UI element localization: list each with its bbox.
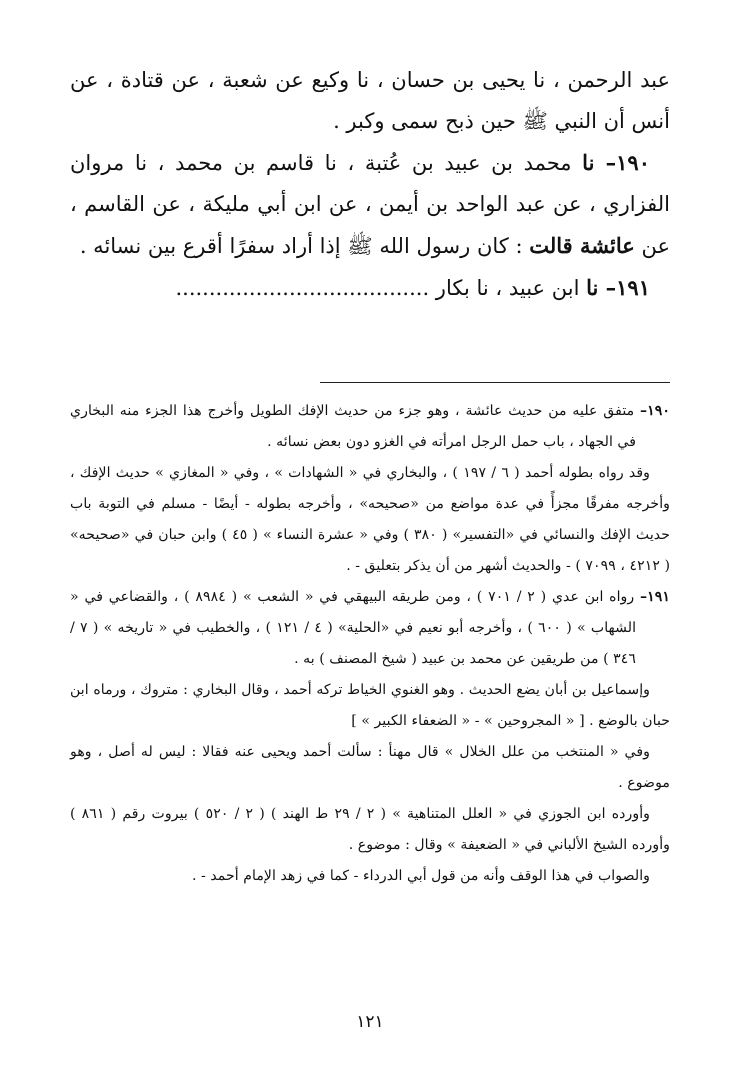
main-text xyxy=(70,60,670,309)
footnote-191 xyxy=(70,582,670,675)
footnote-190-para: وقد رواه بطوله أحمد ( ٦ / ١٩٧ ) ، والبخاري في « الشهادات » ، وفي « المغازي » حديث الإفك ، وأخرجه مفرقًا مجزأً في عدة مواضع من «صحيحه» ، وأخرجه بطوله - أيضًا - مسلم في التوبة باب حديث الإفك والنسائي في «التفسير» ( ٣٨٠ ) وفي « عشرة النساء » ( ٤٥ ) وابن حبان في «صحيحه» ( ٤٢١٢ ، ٧٠٩٩ ) - والحديث أشهر من أن يذكر بتعليق - . xyxy=(70,465,670,574)
hadith-190-chain: محمد بن عبيد بن عُتبة ، نا قاسم بن محمد ، نا مروان الفزاري ، عن عبد الواحد بن أيمن ، عن ابن أبي مليكة ، عن القاسم ، عن xyxy=(70,151,670,258)
hadith-190-number: ١٩٠– نا xyxy=(582,150,650,175)
footnote-190 xyxy=(70,396,670,458)
hadith-191 xyxy=(70,267,670,309)
footnote-191-para-4: وأورده ابن الجوزي في « العلل المتناهية » ( ٢ / ٢٩ ط الهند ) ( ٢ / ٥٢٠ ) بيروت رقم ( ٨٦١ ) وأورده الشيخ الألباني في « الضعيفة » وقال : موضوع . xyxy=(70,806,670,853)
page-number: ١٢١ xyxy=(356,1012,384,1032)
footnote-191-para-3: وفي « المنتخب من علل الخلال » قال مهنأ : سألت أحمد ويحيى عنه فقالا : ليس له أصل ، وهو موضوع . xyxy=(70,744,670,791)
document-page xyxy=(70,60,670,1060)
footnote-divider xyxy=(320,382,670,383)
footnote-190-number: ١٩٠– xyxy=(640,403,670,419)
footnotes xyxy=(70,396,670,892)
hadith-191-chain: ابن عبيد ، نا بكار ...................................... xyxy=(175,276,580,300)
footnote-191-para-2: وإسماعيل بن أبان يضع الحديث . وهو الغنوي الخياط تركه أحمد ، وقال البخاري : متروك ، ورماه ابن حبان بالوضع . [ « المجروحين » - « الضعفاء الكبير » ] xyxy=(70,682,670,729)
hadith-190-narrator: عائشة قالت xyxy=(529,233,635,258)
footnote-191-text: رواه ابن عدي ( ٢ / ٧٠١ ) ، ومن طريقه البيهقي في « الشعب » ( ٨٩٨٤ ) ، والقضاعي في « الشهاب » ( ٦٠٠ ) ، وأخرجه أبو نعيم في «الحلية» ( ٤ / ١٢١ ) ، والخطيب في « تاريخه » ( ٧ / ٣٤٦ ) من طريقين عن محمد بن عبيد ( شيخ المصنف ) به . xyxy=(70,589,637,667)
footnote-191-number: ١٩١– xyxy=(640,589,670,605)
hadith-190-matn: : كان رسول الله ﷺ إذا أراد سفرًا أقرع بين نسائه . xyxy=(79,234,523,258)
footnote-191-para-5: والصواب في هذا الوقف وأنه من قول أبي الدرداء - كما في زهد الإمام أحمد - . xyxy=(192,868,650,884)
hadith-190 xyxy=(70,142,670,267)
hadith-189-end: عبد الرحمن ، نا يحيى بن حسان ، نا وكيع عن شعبة ، عن قتادة ، عن أنس أن النبي ﷺ حين ذبح سمى وكبر . xyxy=(70,68,670,133)
hadith-191-number: ١٩١– نا xyxy=(586,275,650,300)
footnote-190-text: متفق عليه من حديث عائشة ، وهو جزء من حديث الإفك الطويل وأخرج هذا الجزء منه البخاري في الجهاد ، باب حمل الرجل امرأته في الغزو دون بعض نسائه . xyxy=(70,403,636,450)
